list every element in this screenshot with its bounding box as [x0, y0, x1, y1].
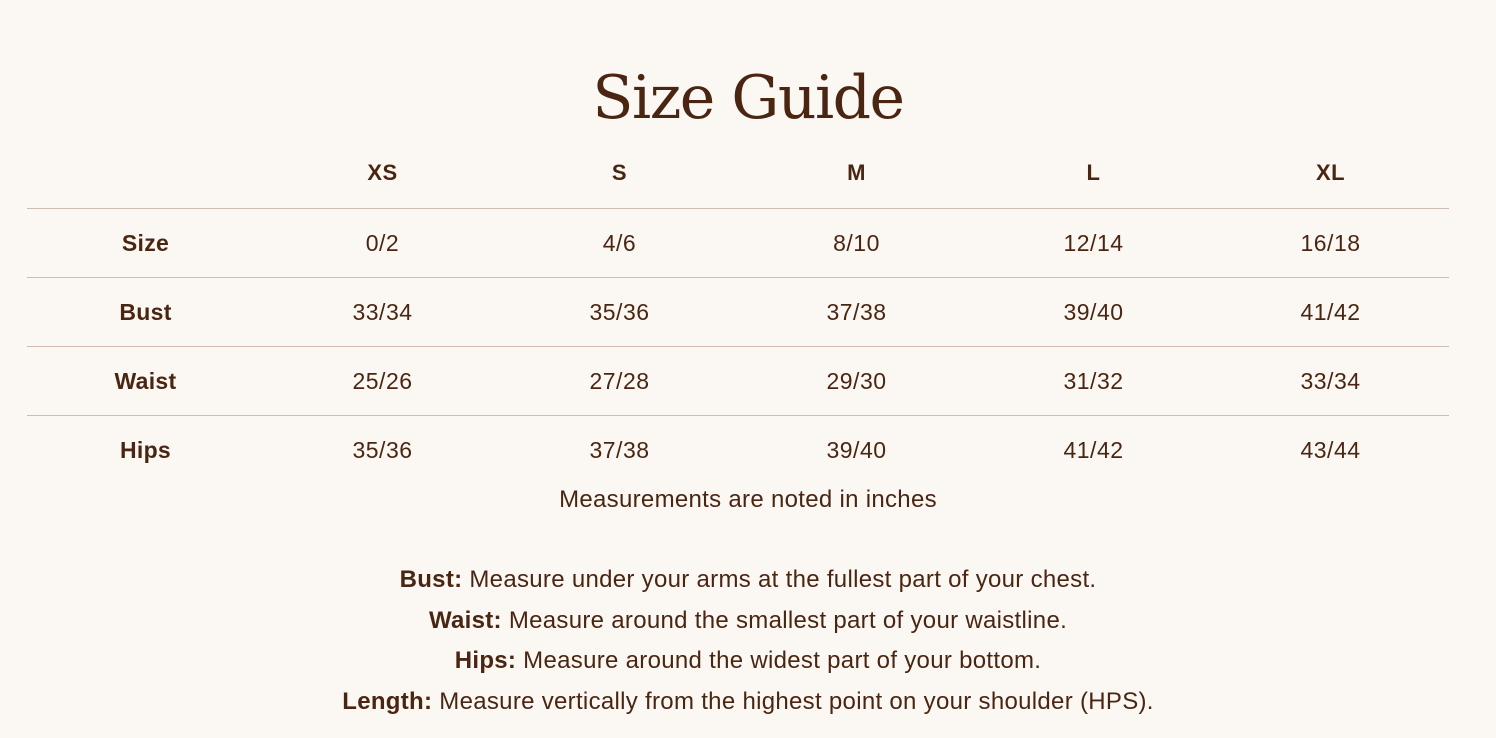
row-label: Waist: [27, 347, 264, 416]
row-label: Bust: [27, 278, 264, 347]
table-cell: 25/26: [264, 347, 501, 416]
table-cell: 33/34: [1212, 347, 1449, 416]
definition-text: Measure around the smallest part of your waistline.: [501, 606, 1068, 634]
table-cell: 39/40: [738, 416, 975, 485]
table-row-size: [27, 209, 1449, 278]
table-row-waist: [27, 347, 1449, 416]
definition-text: Measure under your arms at the fullest part of your chest.: [462, 566, 1097, 593]
size-chart-table: [27, 138, 1449, 484]
table-row-hips: [27, 416, 1449, 485]
definition-term: Hips:: [454, 647, 517, 674]
table-cell: 0/2: [264, 209, 501, 278]
table-cell: 33/34: [264, 278, 501, 347]
definition-hips: [0, 641, 1496, 682]
table-cell: 41/42: [975, 416, 1212, 485]
measurement-unit-note: Measurements are noted in inches: [559, 486, 937, 513]
table-cell: 31/32: [975, 347, 1212, 416]
header-empty-cell: [27, 138, 264, 209]
column-header-xs: XS: [367, 160, 398, 185]
table-cell: 27/28: [501, 347, 738, 416]
table-cell: 37/38: [738, 278, 975, 347]
definition-bust: [0, 560, 1496, 601]
table-cell: 37/38: [501, 416, 738, 485]
definition-text: Measure around the widest part of your bottom.: [516, 647, 1042, 674]
table-cell: 35/36: [264, 416, 501, 485]
table-header-row: [27, 138, 1449, 209]
definition-text: Measure vertically from the highest point on your shoulder (HPS).: [432, 687, 1154, 715]
definition-term: Waist:: [428, 606, 502, 634]
table-row-bust: [27, 278, 1449, 347]
table-cell: 41/42: [1212, 278, 1449, 347]
definition-length: [0, 682, 1496, 723]
definition-term: Length:: [342, 687, 433, 715]
row-label: Hips: [27, 416, 264, 485]
table-cell: 35/36: [501, 278, 738, 347]
table-cell: 16/18: [1212, 209, 1449, 278]
definition-term: Bust:: [399, 566, 463, 593]
table-cell: 4/6: [501, 209, 738, 278]
page-title: Size Guide: [592, 63, 904, 134]
table-cell: 8/10: [738, 209, 975, 278]
table-cell: 12/14: [975, 209, 1212, 278]
table-cell: 29/30: [738, 347, 975, 416]
column-header-l: L: [1086, 160, 1101, 185]
table-cell: 39/40: [975, 278, 1212, 347]
row-label: Size: [27, 209, 264, 278]
measurement-definitions: [0, 560, 1496, 722]
table-cell: 43/44: [1212, 416, 1449, 485]
definition-waist: [0, 601, 1496, 642]
column-header-xl: XL: [1315, 160, 1346, 185]
column-header-s: S: [611, 160, 628, 185]
column-header-m: M: [847, 160, 866, 185]
